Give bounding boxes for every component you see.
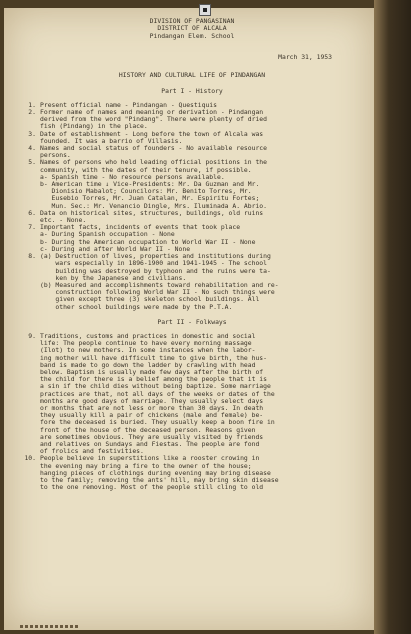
list-item xyxy=(22,159,362,173)
item-number: 9. xyxy=(28,331,36,340)
document-title: HISTORY AND CULTURAL LIFE OF PINDANGAN xyxy=(118,71,266,80)
item-number: 5. xyxy=(28,158,36,167)
item-text: Date of establishment - Long before the town of Alcala was founded. It was a barrio of Villasis. xyxy=(40,129,264,145)
list-item xyxy=(22,253,362,311)
item-text: Names of persons who held leading official positions in the community, with the dates of their tenure, if possible. xyxy=(40,158,268,174)
scan-edge-marks xyxy=(20,625,80,628)
item-number: 3. xyxy=(28,129,36,138)
item-text: (a) Destruction of lives, properties and institutions during wars especially in 1896-1900 and 1941-1945 - The school building was destroyed by typhoon and the ruins were ta- ken by the Japanese and civilians. (b) Measured and accomplishments toward rehabilitation and re- construction following World War II - No such things were given except three (3) skeleton school buildings. All other school buildings were made by the P.T.A. xyxy=(40,252,279,311)
list-item xyxy=(22,145,362,159)
item-number: 7. xyxy=(28,223,36,232)
list-item xyxy=(22,131,362,145)
list-item xyxy=(22,210,362,224)
document-date: March 31, 1953 xyxy=(278,53,332,62)
item-text: Important facts, incidents of events that took place xyxy=(40,223,241,232)
item-7-subitems: a- During Spanish occupation - None b- During the American occupation to World War II - None c- During and after World War II - None xyxy=(40,230,256,253)
school-name: Pindangan Elem. School xyxy=(149,31,235,40)
item-text: People believe in superstitions like a rooster crowing in the evening may bring a fire to the owner of the house; hanging pieces of clothings during evening may bring disease to the family; removing the ants' hill, may bring skin disease to the one removing. Most of the people still cling to old xyxy=(40,454,279,492)
letterhead xyxy=(22,18,362,40)
item-text: Former name of names and meaning or derivation - Pindangan derived from the word "Pindang". There were plenty of dried fish (Pindang) in the place. xyxy=(40,108,268,131)
item-number: 2. xyxy=(28,108,36,117)
part-1-heading: Part I - History xyxy=(161,86,223,95)
document-body xyxy=(22,18,362,491)
list-item xyxy=(22,333,362,455)
list-item xyxy=(22,455,362,491)
page-marker-icon xyxy=(199,4,211,16)
history-list xyxy=(22,102,362,174)
item-number: 8. xyxy=(28,252,36,261)
item-number: 6. xyxy=(28,208,36,217)
history-list-cont xyxy=(22,210,362,232)
district-name: DISTRICT OF ALCALA xyxy=(157,24,227,33)
division-name: DIVISION OF PANGASINAN xyxy=(149,17,235,25)
item-text: Names and social status of founders - No available resource persons. xyxy=(40,144,268,160)
item-5-subitems: a- Spanish time - No resource persons available. b- American time ↓ Vice-Presidents: Mr. Da Guzman and Mr. Dionisio Mabalot; Councilors: Mr. Benito Torres, Mr. Eusebio Torres, Mr. Juan Catalan, Mr. Espiritu Fortes; Mun. Sec.: Mr. Venancio Dingle, Mrs. Iluminada A. Abrio. xyxy=(40,172,268,210)
item-number: 4. xyxy=(28,144,36,153)
item-number: 1. xyxy=(28,100,36,109)
item-number: 10. xyxy=(24,454,36,463)
list-item xyxy=(22,109,362,131)
item-text: Traditions, customs and practices in domestic and social life: The people continue to have every morning massage (Ilot) to new mothers. In some instances when the labor- ing mother will have difficult time to give birth, the hus- band is made to go down the ladder by crawling with head below. Baptism is usually made few days after the birth of the child for there is a belief among the people that it is a sin if the child dies without being baptize. Some marriage practices are that, not all days of the weeks or dates of the months are good days of marriage. They usually select days or months that are not less or more than 30 days. In death they usually kill a pair of chickens (male and female) be- fore the deceased is buried. They usually keep a boon fire in front of the house of the deceased person. Reasons given are sometimes obvious. They are usually visited by friends and relatives on Sundays and Fiestas. The people are fond of frolics and festivities. xyxy=(40,331,275,456)
part-2-heading: Part II - Folkways xyxy=(157,317,227,326)
folkways-list xyxy=(22,333,362,491)
history-list-cont2 xyxy=(22,253,362,311)
item-text: Data on historical sites, structures, buildings, old ruins etc. - None. xyxy=(40,208,264,225)
book-binding xyxy=(374,0,411,634)
item-text: Present official name - Pindangan - Questiquis xyxy=(40,100,217,109)
